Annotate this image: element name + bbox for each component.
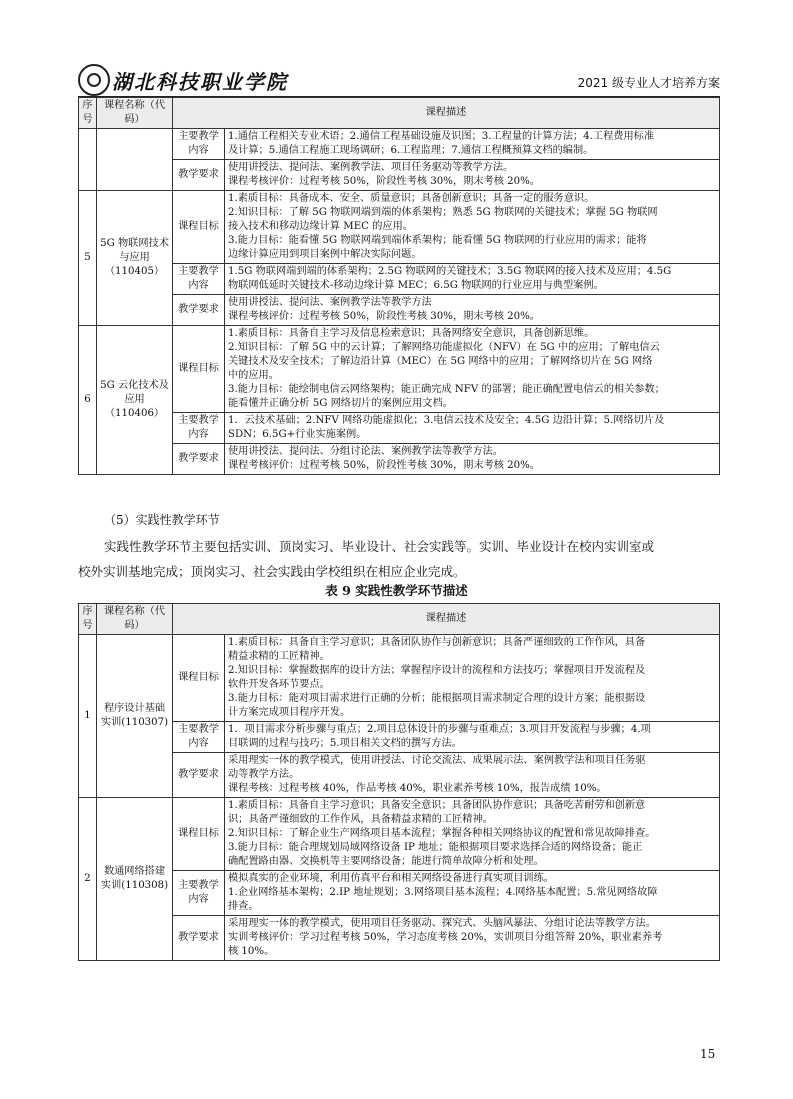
table-row (79, 295, 720, 326)
desc-line: 目联调的过程与技巧；5.项目相关文档的撰写方法。 (228, 738, 462, 749)
content-label: 主要教学内容 (173, 413, 225, 444)
desc-line: 3.能力目标：能看懂 5G 物联网端到端体系架构；能看懂 5G 物联网的行业应用的需求；能将 (228, 235, 647, 246)
goal-desc (225, 191, 720, 264)
desc-line: 课程考核：过程考核 40%，作品考核 40%，职业素养考核 10%，报告成绩 10%。 (228, 783, 607, 794)
requirement-desc (225, 916, 720, 961)
table-row (79, 129, 720, 160)
desc-line: 中的应用。 (228, 370, 279, 381)
college-logo-text: 湖北科技职业学院 (112, 70, 288, 94)
desc-line: 3.能力目标：能绘制电信云网络架构；能正确完成 NFV 的部署；能正确配置电信云的相关参数； (228, 384, 665, 395)
course-name: 数通网络搭建实训(110308) (97, 798, 173, 961)
course-table-continued (78, 97, 720, 475)
desc-line: 1.5G 物联网端到端的体系架构；2.5G 物联网的关键技术；3.5G 物联网的接入技术及应用；4.5G (228, 266, 672, 277)
requirement-label: 教学要求 (173, 295, 225, 326)
table-row (79, 413, 720, 444)
requirement-label: 教学要求 (173, 160, 225, 191)
header-no: 序号 (79, 98, 97, 129)
table-caption: 表 9 实践性教学环节描述 (325, 583, 468, 598)
page-number: 15 (700, 1047, 716, 1061)
header-desc: 课程描述 (173, 98, 720, 129)
content-label: 主要教学内容 (173, 264, 225, 295)
document-title: 2021 级专业人才培养方案 (577, 76, 720, 90)
desc-line: 1.素质目标：具备自主学习及信息检索意识；具备网络安全意识，具备创新思维。 (228, 328, 595, 339)
desc-line: 1．云技术基础；2.NFV 网络功能虚拟化；3.电信云技术及安全；4.5G 边沿计算；5.网络切片及 (228, 415, 665, 426)
row-number: 6 (79, 326, 97, 475)
desc-line: 1.素质目标：具备成本、安全、质量意识；具备创新意识；具备一定的服务意识。 (228, 193, 595, 204)
requirement-desc (225, 295, 720, 326)
desc-line: 采用理实一体的教学模式，使用讲授法、讨论交流法、成果展示法、案例教学法和项目任务驱 (228, 755, 646, 766)
content-label: 主要教学内容 (173, 129, 225, 160)
requirement-desc (225, 753, 720, 798)
goal-label: 课程目标 (173, 326, 225, 413)
section-paragraph-line-2: 校外实训基地完成；顶岗实习、社会实践由学校组织在相应企业完成。 (78, 564, 466, 579)
table-row (79, 264, 720, 295)
requirement-desc (225, 160, 720, 191)
desc-line: 1.素质目标：具备自主学习意识；具备安全意识；具备团队协作意识；具备吃苦耐劳和创新意 (228, 800, 646, 811)
goal-desc (225, 635, 720, 722)
desc-line: 2.知识目标：了解 5G 中的云计算；了解网络功能虚拟化（NFV）在 5G 中的应用；了解电信云 (228, 342, 660, 353)
requirement-label: 教学要求 (173, 753, 225, 798)
table-row (79, 798, 720, 871)
table-row (79, 444, 720, 475)
table-row (79, 326, 720, 413)
header-name: 课程名称（代码） (97, 604, 173, 635)
desc-line: SDN；6.5G+行业实施案例。 (228, 429, 367, 440)
requirement-label: 教学要求 (173, 916, 225, 961)
header-desc: 课程描述 (173, 604, 720, 635)
table-header-row (79, 604, 720, 635)
desc-line: 排查。 (228, 901, 259, 912)
desc-line: 及计算；5.通信工程施工现场调研；6.工程监理；7.通信工程概预算文档的编制。 (228, 145, 594, 156)
goal-desc (225, 798, 720, 871)
desc-line: 使用讲授法、提问法、案例教学法等教学方法 (228, 297, 432, 308)
desc-line: 计方案完成项目程序开发。 (228, 707, 351, 718)
desc-line: 1.企业网络基本架构；2.IP 地址规划；3.网络项目基本流程；4.网络基本配置；5.常见网络故障 (228, 887, 658, 898)
requirement-desc (225, 444, 720, 475)
row-number: 1 (79, 635, 97, 798)
desc-line: 使用讲授法、提问法、分组讨论法、案例教学法等教学方法。 (228, 446, 504, 457)
desc-line: 2.知识目标：掌握数据库的设计方法；掌握程序设计的流程和方法技巧；掌握项目开发流程及 (228, 665, 646, 676)
desc-line: 课程考核评价：过程考核 50%，阶段性考核 30%，期末考核 20%。 (228, 311, 540, 322)
content-desc (225, 722, 720, 753)
desc-line: 3.能力目标：能对项目需求进行正确的分析；能根据项目需求制定合理的设计方案；能根据设 (228, 693, 646, 704)
content-desc (225, 413, 720, 444)
content-label: 主要教学内容 (173, 871, 225, 916)
table-row (79, 635, 720, 722)
page-header (78, 62, 720, 97)
desc-line: 2.知识目标：了解企业生产网络项目基本流程；掌握各种相关网络协议的配置和常见故障排查。 (228, 828, 656, 839)
desc-line: 物联网低延时关键技术-移动边缘计算 MEC；6.5G 物联网的行业应用与典型案例。 (228, 280, 604, 291)
course-name: 5G 云化技术及应用（110406） (97, 326, 173, 475)
goal-label: 课程目标 (173, 798, 225, 871)
college-seal-icon (78, 64, 110, 96)
desc-line: 接入技术和移动边缘计算 MEC 的应用。 (228, 221, 413, 232)
header-name: 课程名称（代码） (97, 98, 173, 129)
desc-line: 软件开发各环节要点。 (228, 679, 330, 690)
desc-line: 1.通信工程相关专业术语；2.通信工程基础设施及识图；3.工程量的计算方法；4.工程费用标准 (228, 131, 655, 142)
table-row (79, 191, 720, 264)
desc-line: 课程考核评价：过程考核 50%，阶段性考核 30%，期末考核 20%。 (228, 460, 540, 471)
table-row (79, 916, 720, 961)
desc-line: 识；具备严谨细致的工作作风，具备精益求精的工匠精神。 (228, 814, 493, 825)
requirement-label: 教学要求 (173, 444, 225, 475)
content-label: 主要教学内容 (173, 722, 225, 753)
desc-line: 使用讲授法、提问法、案例教学法、项目任务驱动等教学方法。 (228, 162, 514, 173)
desc-line: 课程考核评价：过程考核 50%，阶段性考核 30%，期末考核 20%。 (228, 176, 540, 187)
section-title: （5）实践性教学环节 (104, 513, 220, 527)
practice-course-table (78, 603, 720, 961)
desc-line: 3.能力目标：能合理规划局域网络设备 IP 地址；能根据项目要求选择合适的网络设备；能正 (228, 842, 643, 853)
desc-line: 1.素质目标：具备自主学习意识；具备团队协作与创新意识；具备严谨细致的工作作风，具备 (228, 637, 646, 648)
header-no: 序号 (79, 604, 97, 635)
desc-line: 1．项目需求分析步骤与重点；2.项目总体设计的步骤与重难点；3.项目开发流程与步骤；4.项 (228, 724, 651, 735)
row-name-cell (97, 129, 173, 191)
content-desc (225, 264, 720, 295)
content-desc (225, 871, 720, 916)
desc-line: 边缘计算应用到项目案例中解决实际问题。 (228, 249, 422, 260)
goal-label: 课程目标 (173, 191, 225, 264)
goal-label: 课程目标 (173, 635, 225, 722)
desc-line: 模拟真实的企业环境，利用仿真平台和相关网络设备进行真实项目训练。 (228, 873, 554, 884)
goal-desc (225, 326, 720, 413)
desc-line: 动等教学方法。 (228, 769, 300, 780)
section-paragraph-line-1: 实践性教学环节主要包括实训、顶岗实习、毕业设计、社会实践等。实训、毕业设计在校内实训室或 (104, 539, 655, 554)
course-name: 程序设计基础实训(110307) (97, 635, 173, 798)
desc-line: 采用理实一体的教学模式，使用项目任务驱动、探究式、头脑风暴法、分组讨论法等教学方法。 (228, 918, 656, 929)
desc-line: 2.知识目标：了解 5G 物联网端到端的体系架构；熟悉 5G 物联网的关键技术；掌握 5G 物联网 (228, 207, 658, 218)
table-header-row (79, 98, 720, 129)
row-no-cell (79, 129, 97, 191)
table-row (79, 871, 720, 916)
content-desc (225, 129, 720, 160)
desc-line: 核 10%。 (228, 946, 275, 957)
desc-line: 确配置路由器、交换机等主要网络设备；能进行简单故障分析和处理。 (228, 856, 544, 867)
row-number: 5 (79, 191, 97, 326)
table-row (79, 753, 720, 798)
desc-line: 精益求精的工匠精神。 (228, 651, 330, 662)
desc-line: 能看懂并正确分析 5G 网络切片的案例应用文档。 (228, 398, 453, 409)
table-row (79, 160, 720, 191)
table-row (79, 722, 720, 753)
course-name: 5G 物联网技术与应用（110405） (97, 191, 173, 326)
desc-line: 关键技术及安全技术；了解边沿计算（MEC）在 5G 网络中的应用；了解网络切片在 5G 网络 (228, 356, 653, 367)
desc-line: 实训考核评价：学习过程考核 50%，学习态度考核 20%，实训项目分组答辩 20%，职业素养考 (228, 932, 663, 943)
row-number: 2 (79, 798, 97, 961)
